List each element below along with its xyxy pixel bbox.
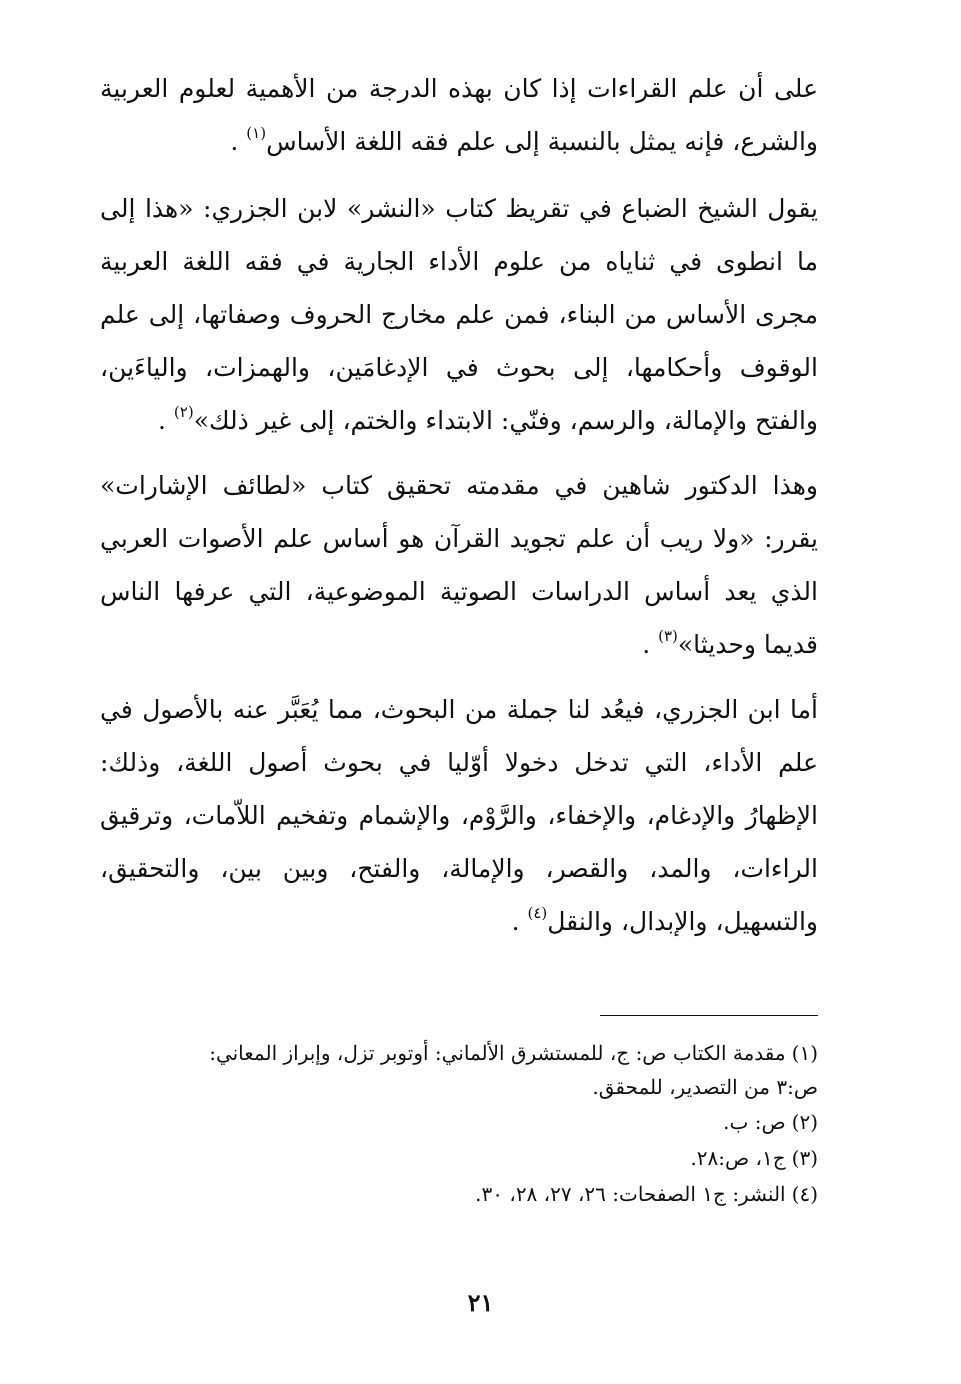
footnote-item (100, 1104, 818, 1140)
footnote-reference: (٢) (173, 403, 194, 421)
footnote-text: مقدمة الكتاب ص: ج، للمستشرق الألماني: أوتوبر تزل، وإبراز المعاني: (209, 1041, 786, 1065)
footnote-divider (600, 1015, 818, 1016)
footnote-mark: (٢) (791, 1110, 818, 1134)
footnote-text: ج١، ص:٢٨. (690, 1146, 786, 1170)
paragraph-end-mark: . (230, 127, 239, 156)
paragraph-ibn-jazari-usul (100, 683, 818, 948)
footnote-mark: (٣) (791, 1146, 818, 1170)
footnote-reference: (٤) (527, 904, 548, 922)
footnote-reference: (١) (246, 124, 267, 142)
paragraph-text: أما ابن الجزري، فيعُد لنا جملة من البحوث، مما يُعَبَّر عنه بالأصول في علم الأداء، التي تدخل دخولا أوّليا في بحوث أصول اللغة، وذلك: الإظهارُ والإدغام، والإخفاء، والرَّوْم، والإشمام وتفخيم اللاّمات، وترقيق الراءات، والمد، والقصر، والإمالة، والفتح، وبين بين، والتحقيق، والتسهيل، والإبدال، والنقل (100, 695, 818, 936)
paragraph-qiraat-importance (100, 62, 818, 168)
paragraph-text: على أن علم القراءات إذا كان بهذه الدرجة من الأهمية لعلوم العربية والشرع، فإنه يمثل بالنسبة إلى علم فقه اللغة الأساس (100, 74, 818, 156)
footnotes-list (100, 1036, 818, 1212)
footnote-item (100, 1176, 818, 1212)
footnote-text: ص:٣ من التصدير، للمحقق. (592, 1075, 818, 1099)
paragraph-end-mark: . (642, 630, 651, 659)
footnote-reference: (٣) (658, 627, 678, 645)
paragraph-end-mark: . (158, 406, 166, 435)
footnote-item (100, 1036, 818, 1070)
footnote-item (100, 1140, 818, 1176)
paragraph-text: وهذا الدكتور شاهين في مقدمته تحقيق كتاب «لطائف الإشارات» يقرر: «ولا ريب أن علم تجويد القرآن هو أساس علم الأصوات العربي الذي يعد أساس الدراسات الصوتية الموضوعية، التي عرفها الناس قديما وحديثا» (100, 471, 818, 659)
paragraph-shahin-quote (100, 459, 818, 671)
paragraph-text: يقول الشيخ الضباع في تقريظ كتاب «النشر» لابن الجزري: «هذا إلى ما انطوى في ثناياه من علوم الأداء الجارية في فقه اللغة العربية مجرى الأساس من البناء، فمن علم مخارج الحروف وصفاتها، إلى علم الوقوف وأحكامها، إلى بحوث في الإدغامَين، والهمزات، والياءَين، والفتح والإمالة، والرسم، وفنّي: الابتداء والختم، إلى غير ذلك» (100, 194, 818, 435)
paragraph-dabba-quote (100, 182, 818, 447)
footnote-mark: (١) (791, 1041, 818, 1065)
footnote-text: ص: ب. (723, 1110, 786, 1134)
paragraph-end-mark: . (511, 907, 520, 936)
footnote-continuation (100, 1070, 818, 1104)
footnote-text: النشر: ج١ الصفحات: ٢٦، ٢٧، ٢٨، ٣٠. (475, 1182, 786, 1206)
page-number: ٢١ (467, 1288, 494, 1317)
footnote-mark: (٤) (791, 1182, 818, 1206)
